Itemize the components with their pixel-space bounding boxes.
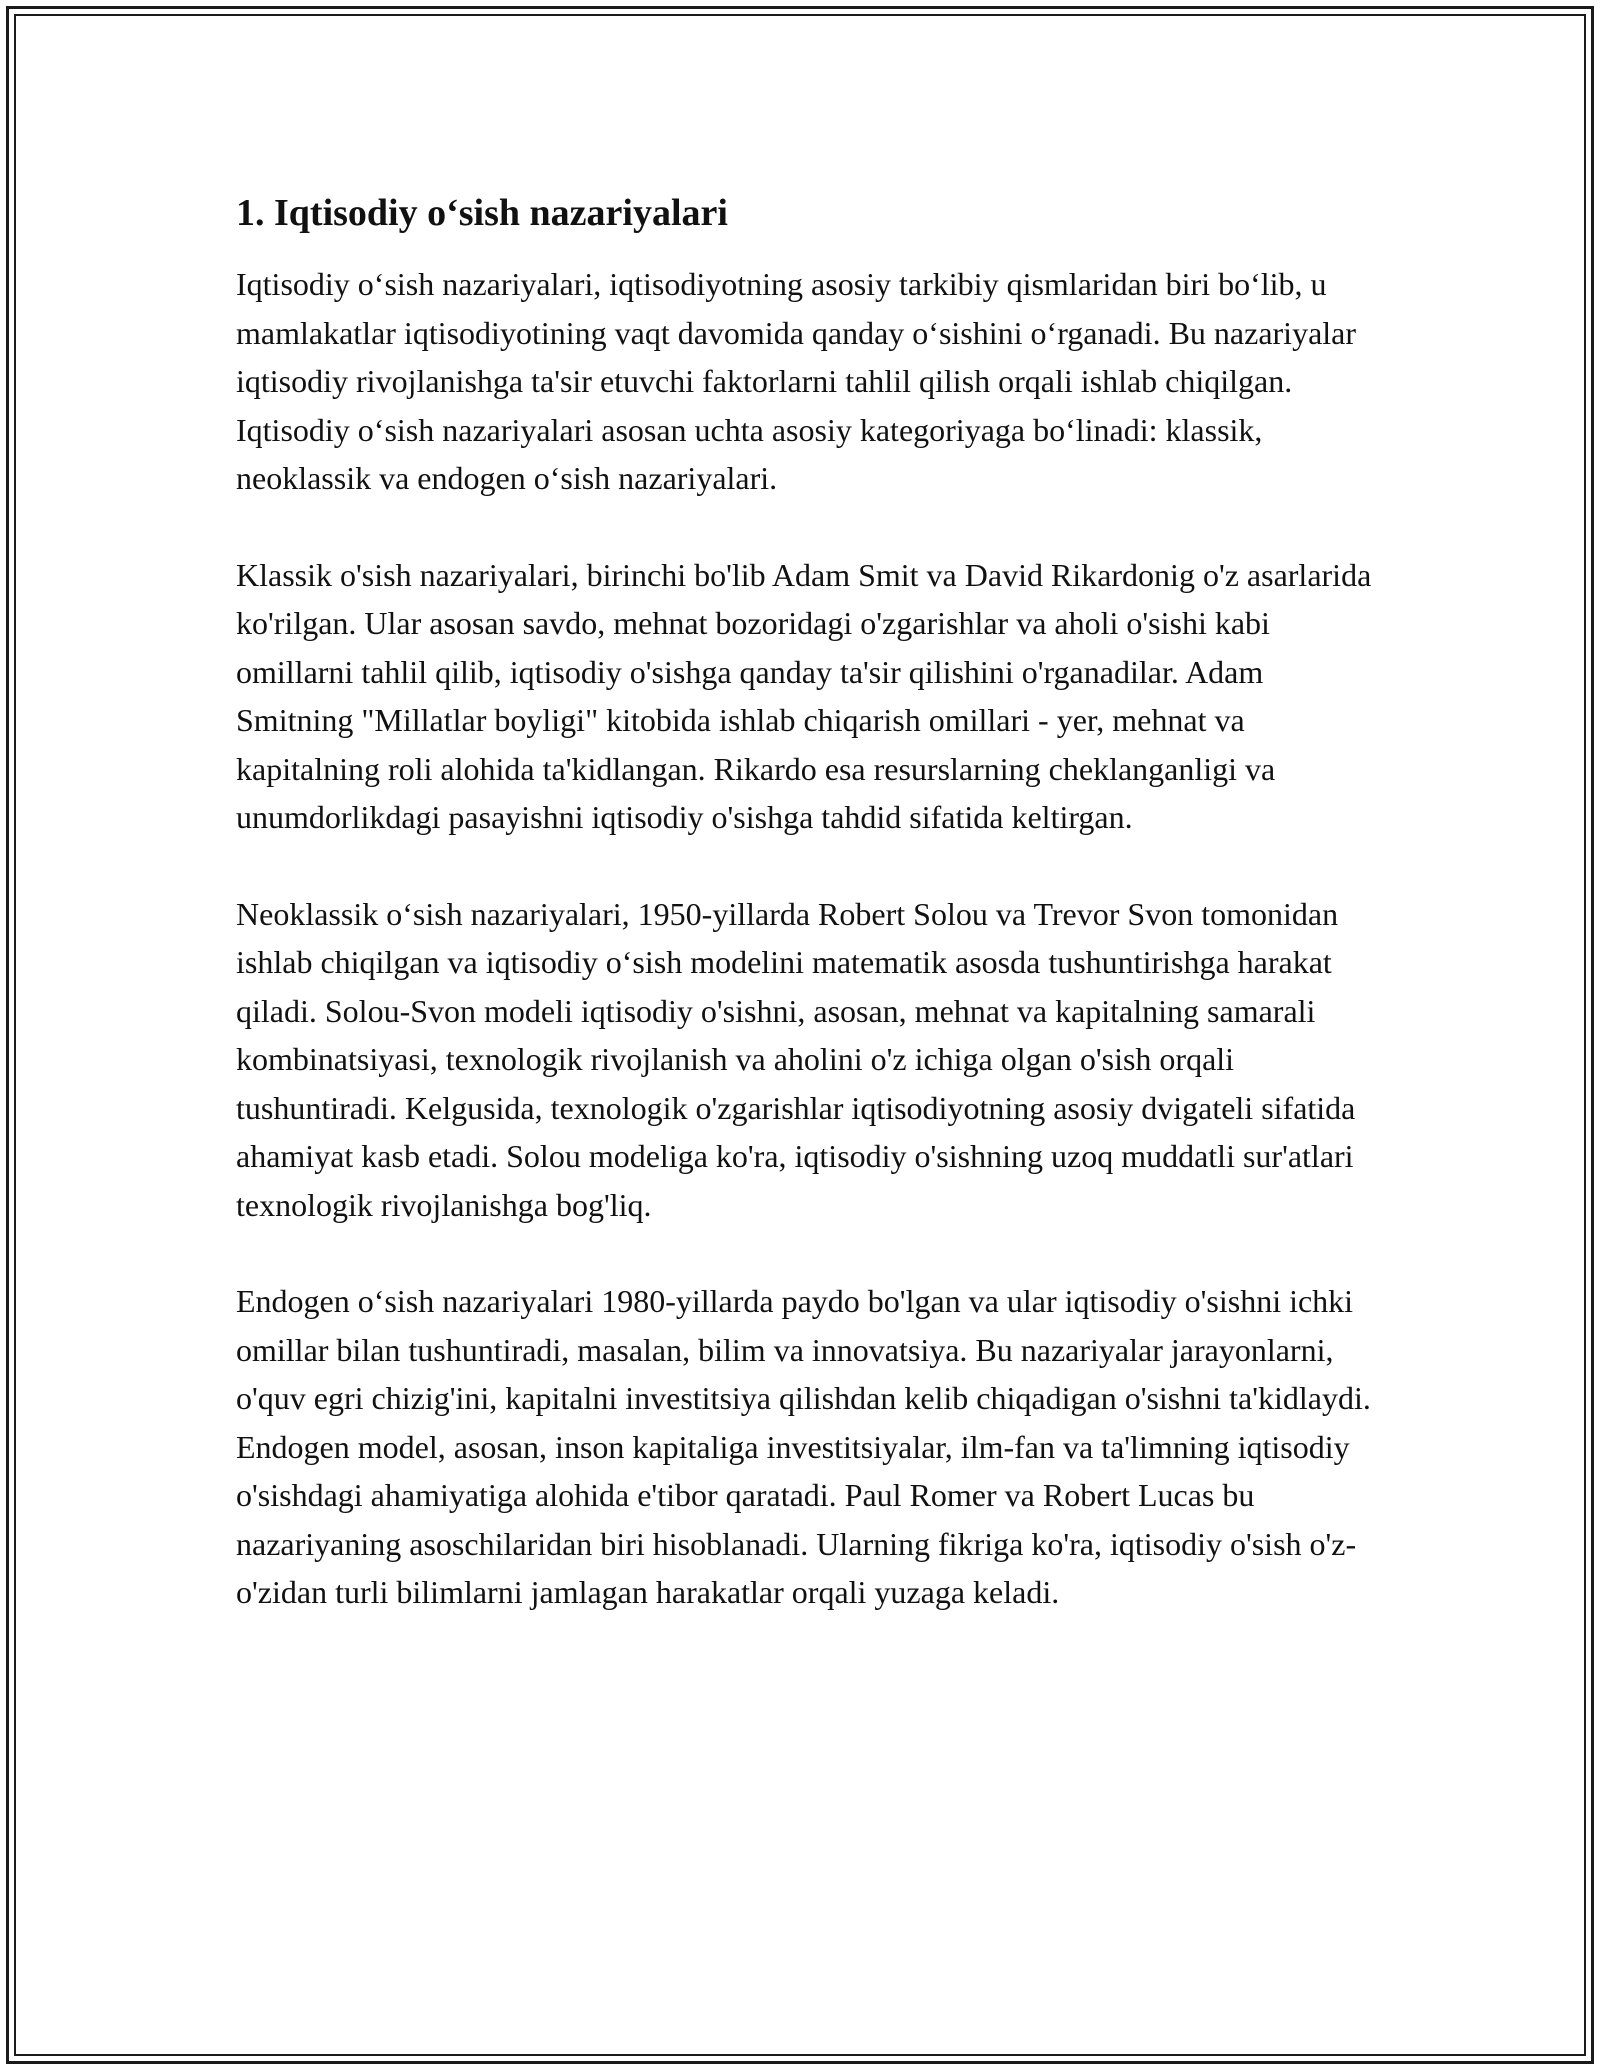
paragraph-classical: Klassik o'sish nazariyalari, birinchi bo'lib Adam Smit va David Rikardonig o'z asarlarida ko'rilgan. Ular asosan savdo, mehnat bozoridagi o'zgarishlar va aholi o'sishi kabi omillarni tahlil qilib, iqtisodiy o'sishga qanday ta'sir qilishini o'rganadilar. Adam Smitning "Millatlar boyligi" kitobida ishlab chiqarish omillari - yer, mehnat va kapitalning roli alohida ta'kidlangan. Rikardo esa resurslarning cheklanganligi va unumdorlikdagi pasayishni iqtisodiy o'sishga tahdid sifatida keltirgan. <box>236 556 1372 835</box>
paragraph-intro: Iqtisodiy o‘sish nazariyalari, iqtisodiyotning asosiy tarkibiy qismlaridan biri bo‘lib, u mamlakatlar iqtisodiyotining vaqt davomida qanday o‘sishini o‘rganadi. Bu nazariyalar iqtisodiy rivojlanishga ta'sir etuvchi faktorlarni tahlil qilish orqali ishlab chiqilgan. Iqtisodiy o‘sish nazariyalari asosan uchta asosiy kategoriyaga bo‘linadi: klassik, neoklassik va endogen o‘sish nazariyalari. <box>236 266 1357 496</box>
paragraph-neoclassical: Neoklassik o‘sish nazariyalari, 1950-yillarda Robert Solou va Trevor Svon tomonidan ishlab chiqilgan va iqtisodiy o‘sish modelini matematik asosda tushuntirishga harakat qiladi. Solou-Svon modeli iqtisodiy o'sishni, asosan, mehnat va kapitalning samarali kombinatsiyasi, texnologik rivojlanish va aholini o'z ichiga olgan o'sish orqali tushuntiradi. Kelgusida, texnologik o'zgarishlar iqtisodiyotning asosiy dvigateli sifatida ahamiyat kasb etadi. Solou modeliga ko'ra, iqtisodiy o'sishning uzoq muddatli sur'atlari texnologik rivojlanishga bog'liq. <box>236 895 1356 1223</box>
section-heading: 1. Iqtisodiy o‘sish nazariyalari <box>236 192 728 234</box>
paragraph-endogenous: Endogen o‘sish nazariyalari 1980-yillarda paydo bo'lgan va ular iqtisodiy o'sishni ichki omillar bilan tushuntiradi, masalan, bilim va innovatsiya. Bu nazariyalar jarayonlarni, o'quv egri chizig'ini, kapitalni investitsiya qilishdan kelib chiqadigan o'sishni ta'kidlaydi. Endogen model, asosan, inson kapitaliga investitsiyalar, ilm-fan va ta'limning iqtisodiy o'sishdagi ahamiyatiga alohida e'tibor qaratadi. Paul Romer va Robert Lucas bu nazariyaning asoschilaridan biri hisoblanadi. Ularning fikriga ko'ra, iqtisodiy o'sish o'z-o'zidan turli bilimlarni jamlagan harakatlar orqali yuzaga keladi. <box>236 1283 1371 1610</box>
document-body <box>236 188 1376 1665</box>
